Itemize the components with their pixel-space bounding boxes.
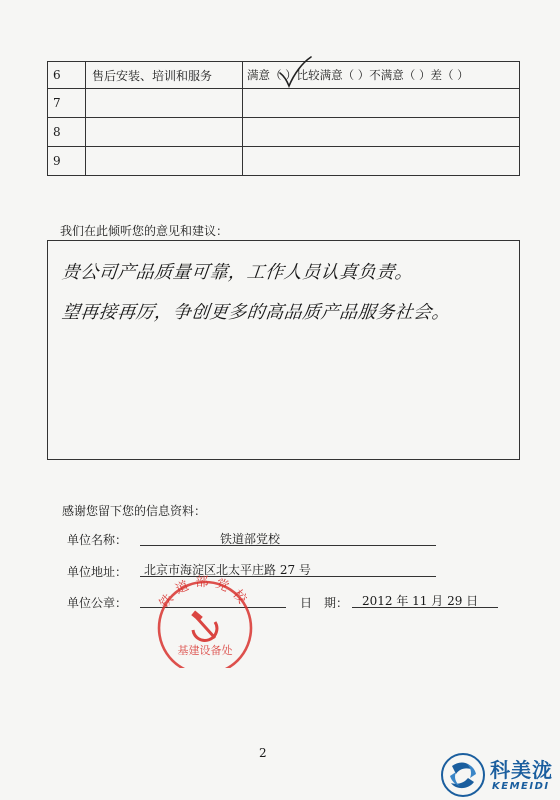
row-item — [86, 147, 243, 176]
table-row — [48, 118, 520, 147]
date-value: 2012 年 11 月 29 日 — [362, 594, 479, 608]
handwritten-comment-line: 望再接再厉，争创更多的高品质产品服务社会。 — [60, 302, 452, 323]
date-label: 日 期： — [300, 596, 349, 610]
row-item: 售后安装、培训和服务 — [86, 62, 243, 89]
row-item — [86, 89, 243, 118]
unit-name-label: 单位名称： — [67, 533, 128, 547]
table-row — [48, 147, 520, 176]
unit-seal-label: 单位公章： — [67, 596, 128, 610]
unit-address-value: 北京市海淀区北太平庄路 27 号 — [144, 563, 311, 577]
official-seal-stamp — [145, 572, 263, 668]
unit-name-underline — [140, 544, 436, 546]
row-number: 6 — [48, 62, 86, 89]
unit-address-label: 单位地址： — [67, 565, 128, 579]
row-number: 9 — [48, 147, 86, 176]
unit-name-value: 铁道部党校 — [220, 532, 281, 546]
page-number: 2 — [259, 746, 267, 760]
row-options — [243, 118, 520, 147]
row-options — [243, 89, 520, 118]
logo-english-text: KEMEIDI — [492, 781, 550, 792]
row-number: 8 — [48, 118, 86, 147]
row-number: 7 — [48, 89, 86, 118]
company-logo — [434, 748, 560, 800]
stamp-subtext: 基建设备处 — [177, 644, 233, 657]
row-options: 满意（ ）比较满意（ ）不满意（ ）差（ ） — [243, 62, 520, 89]
checkmark-icon — [277, 55, 313, 89]
table-row — [48, 89, 520, 118]
suggestions-label: 我们在此倾听您的意见和建议： — [60, 224, 229, 238]
svg-text:铁道部党校 — [156, 575, 254, 611]
row-item — [86, 118, 243, 147]
hammer-sickle-icon — [191, 610, 217, 640]
handwritten-comment-line: 贵公司产品质量可靠，工作人员认真负责。 — [60, 262, 415, 283]
info-heading: 感谢您留下您的信息资料： — [62, 504, 207, 518]
stamp-text: 铁道部党校 — [156, 575, 254, 612]
row-options — [243, 147, 520, 176]
logo-chinese-text: 科美泷 — [490, 758, 553, 782]
kemeidi-logo-icon — [440, 752, 486, 798]
